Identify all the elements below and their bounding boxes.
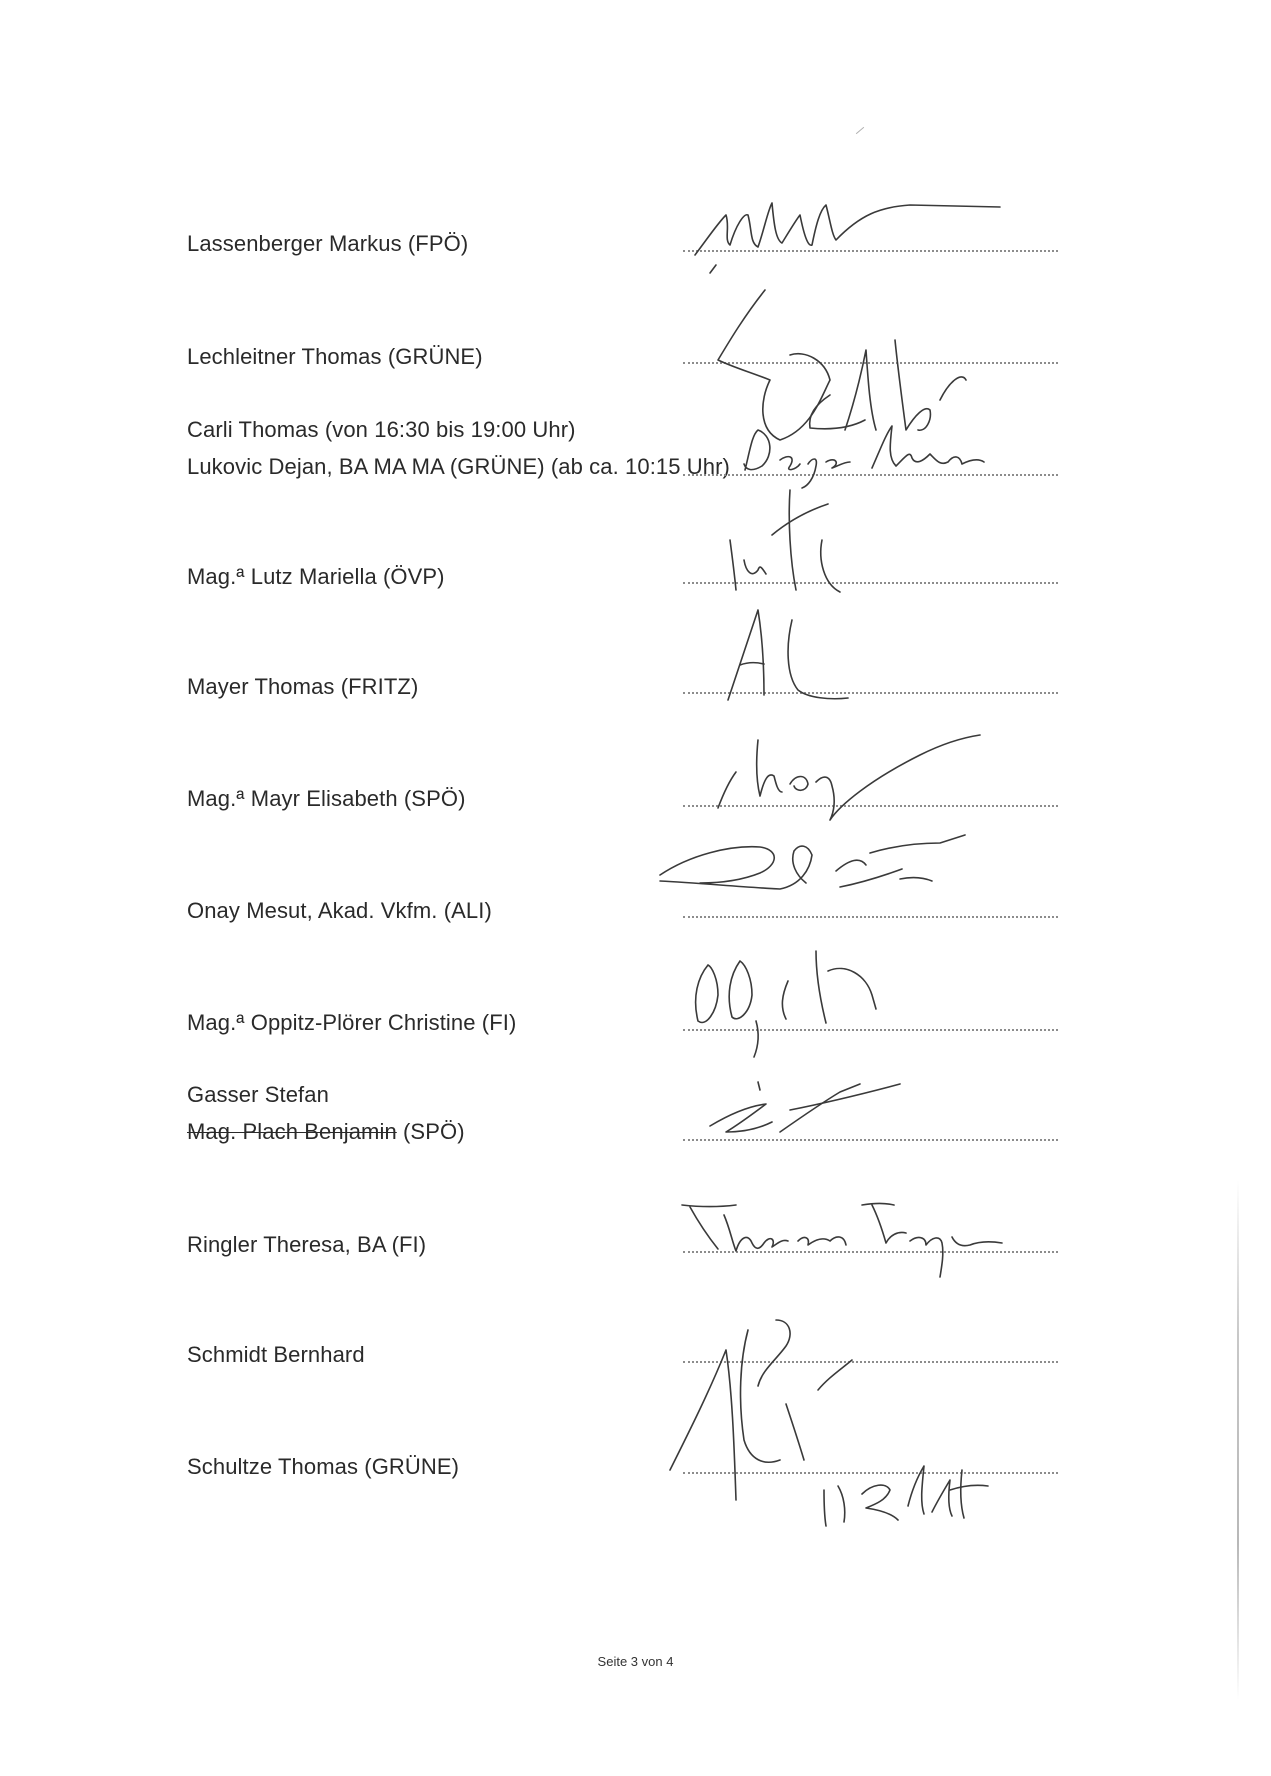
attendee-name: Mag.ª Mayr Elisabeth (SPÖ) (187, 786, 466, 811)
handwritten-signature (640, 1070, 1080, 1150)
handwritten-signature (640, 1290, 1080, 1540)
attendee-entry (187, 1076, 465, 1150)
handwritten-signature (640, 1195, 1080, 1305)
attendee-name: Mayer Thomas (FRITZ) (187, 674, 419, 699)
attendee-name: Onay Mesut, Akad. Vkfm. (ALI) (187, 898, 492, 923)
handwritten-signature (640, 935, 1080, 1065)
attendee-name-replaced (187, 1113, 465, 1150)
attendee-name: Lukovic Dejan, BA MA MA (GRÜNE) (ab ca. 10:15 Uhr) (187, 454, 730, 479)
attendee-entry (187, 1448, 459, 1485)
handwritten-signature (640, 825, 1080, 915)
attendee-entry (187, 668, 418, 705)
attendee-name: Schmidt Bernhard (187, 1342, 365, 1367)
attendee-entry (187, 1336, 365, 1373)
attendee-entry (187, 225, 468, 262)
attendee-name: Carli Thomas (von 16:30 bis 19:00 Uhr) (187, 417, 576, 442)
scan-edge (1237, 1180, 1239, 1700)
handwritten-signature (640, 480, 1080, 600)
scan-mark (856, 127, 864, 134)
attendee-entry (187, 780, 466, 817)
attendee-name: Lassenberger Markus (FPÖ) (187, 231, 469, 256)
struck-name: Mag. Plach Benjamin (187, 1119, 397, 1144)
signature-line (683, 916, 1058, 918)
attendee-entry (187, 892, 492, 929)
attendee-entry (187, 338, 483, 375)
handwritten-signature (640, 400, 1080, 490)
page-number: Seite 3 von 4 (597, 1654, 674, 1669)
attendee-name: Gasser Stefan (187, 1082, 329, 1107)
party-label: (SPÖ) (396, 1119, 465, 1144)
attendee-name: Lechleitner Thomas (GRÜNE) (187, 344, 483, 369)
attendee-name: Mag.ª Oppitz-Plörer Christine (FI) (187, 1010, 517, 1035)
handwritten-signature (640, 700, 1080, 820)
attendee-name: Schultze Thomas (GRÜNE) (187, 1454, 460, 1479)
handwritten-signature (640, 590, 1080, 710)
attendee-entry (187, 558, 445, 595)
attendee-entry (187, 1226, 426, 1263)
handwritten-signature (640, 185, 1080, 285)
attendee-name: Mag.ª Lutz Mariella (ÖVP) (187, 564, 445, 589)
attendee-entry (187, 1004, 516, 1041)
attendee-name: Ringler Theresa, BA (FI) (187, 1232, 427, 1257)
